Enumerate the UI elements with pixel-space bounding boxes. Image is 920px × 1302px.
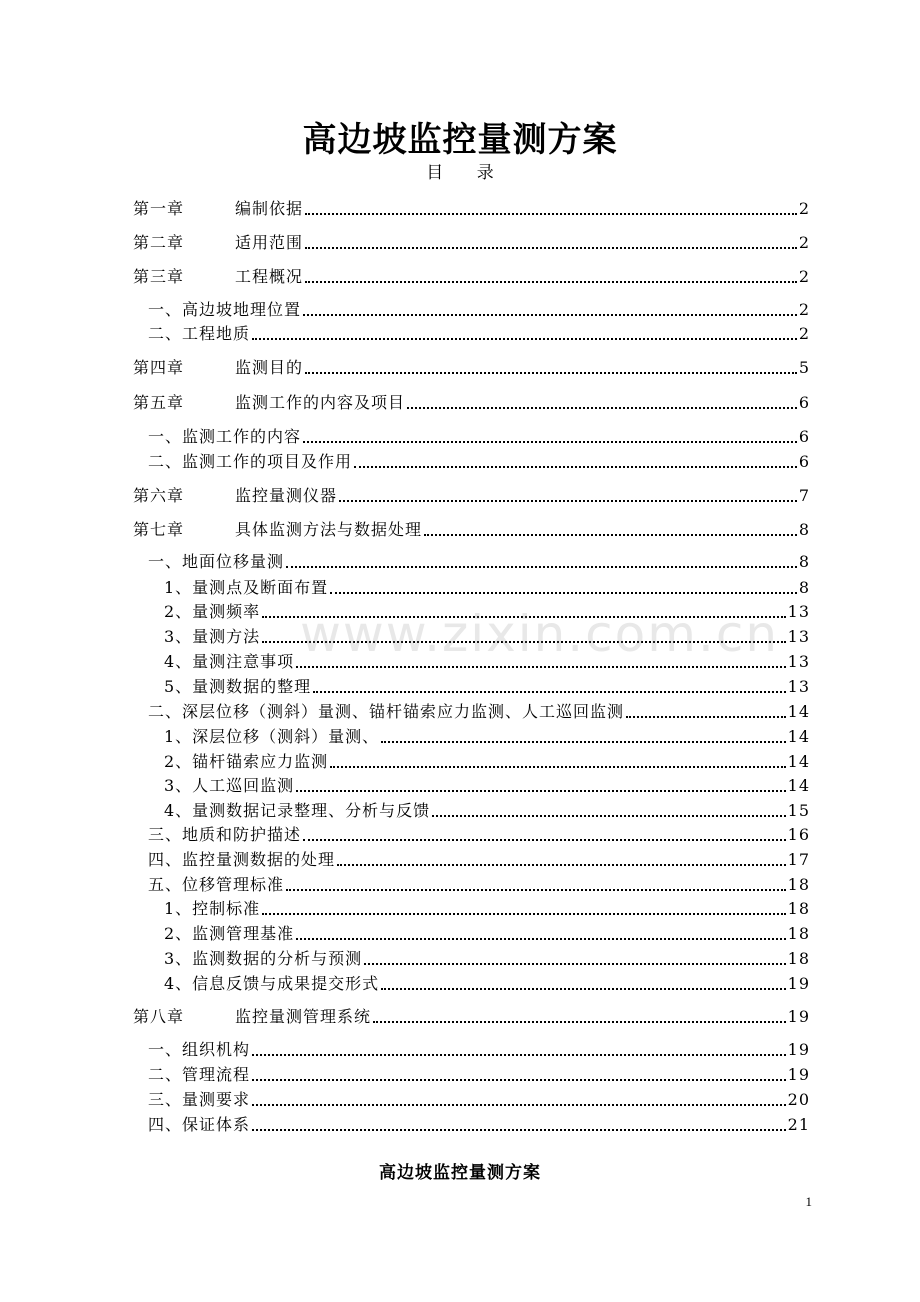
toc-page-number: 19 (787, 1007, 810, 1026)
toc-entry-label: 四、监控量测数据的处理 (148, 850, 336, 869)
toc-entry-label: 三、量测要求 (148, 1090, 251, 1109)
toc-leader-dots (337, 864, 786, 866)
toc-page-number: 18 (787, 899, 810, 918)
toc-leader-dots (305, 281, 797, 283)
toc-heading: 目 录 (426, 163, 508, 183)
toc-entry[interactable] (148, 846, 810, 870)
toc-page-number: 8 (798, 578, 810, 597)
toc-entry[interactable] (148, 320, 810, 344)
toc-entry[interactable] (164, 920, 810, 944)
toc-leader-dots (262, 913, 785, 915)
page-number: 1 (805, 1194, 812, 1209)
toc-leader-dots (286, 566, 797, 568)
toc-entry-label: 4、信息反馈与成果提交形式 (164, 974, 380, 993)
toc-entry-label: 二、工程地质 (148, 324, 251, 343)
toc-leader-dots (424, 534, 797, 536)
toc-entry[interactable] (148, 698, 810, 722)
toc-chapter-number: 第七章 (133, 520, 185, 539)
toc-leader-dots (303, 441, 797, 443)
toc-entry[interactable] (133, 482, 810, 506)
toc-chapter-number: 第四章 (133, 358, 185, 377)
toc-page-number: 19 (787, 1040, 810, 1059)
toc-page-number: 14 (787, 702, 810, 721)
toc-entry[interactable] (164, 970, 810, 994)
toc-leader-dots (305, 247, 797, 249)
toc-leader-dots (330, 766, 785, 768)
toc-entry-label: 工程概况 (235, 267, 304, 286)
toc-leader-dots (381, 988, 785, 990)
toc-leader-dots (313, 691, 785, 693)
toc-entry[interactable] (164, 797, 810, 821)
toc-page-number: 14 (787, 752, 810, 771)
toc-entry[interactable] (148, 423, 810, 447)
toc-entry-label: 监测目的 (235, 358, 304, 377)
toc-page-number: 19 (787, 974, 810, 993)
toc-entry-label: 四、保证体系 (148, 1115, 251, 1134)
document-title: 高边坡监控量测方案 (302, 120, 618, 160)
toc-page-number: 14 (787, 776, 810, 795)
toc-leader-dots (339, 500, 797, 502)
toc-entry-label: 五、位移管理标准 (148, 875, 285, 894)
toc-leader-dots (305, 213, 797, 215)
toc-page-number: 13 (787, 677, 810, 696)
toc-entry[interactable] (148, 448, 810, 472)
toc-entry-label: 适用范围 (235, 233, 304, 252)
toc-entry-label: 监测工作的内容及项目 (235, 393, 406, 412)
toc-entry[interactable] (133, 354, 810, 378)
toc-page-number: 2 (798, 233, 810, 252)
toc-leader-dots (296, 790, 785, 792)
toc-entry-label: 2、监测管理基准 (164, 924, 295, 943)
toc-entry[interactable] (133, 516, 810, 540)
toc-page-number: 7 (798, 486, 810, 505)
toc-entry[interactable] (164, 945, 810, 969)
toc-entry[interactable] (148, 871, 810, 895)
toc-entry[interactable] (148, 1036, 810, 1060)
toc-chapter-number: 第一章 (133, 199, 185, 218)
toc-entry-label: 3、监测数据的分析与预测 (164, 949, 363, 968)
toc-entry-label: 一、监测工作的内容 (148, 427, 302, 446)
toc-page-number: 8 (798, 552, 810, 571)
toc-page-number: 8 (798, 520, 810, 539)
toc-entry[interactable] (133, 229, 810, 253)
toc-page-number: 14 (787, 727, 810, 746)
toc-chapter-number: 第八章 (133, 1007, 185, 1026)
toc-entry-label: 一、高边坡地理位置 (148, 300, 302, 319)
toc-entry-label: 二、管理流程 (148, 1065, 251, 1084)
toc-leader-dots (252, 1054, 786, 1056)
toc-page-number: 6 (798, 393, 810, 412)
toc-page-number: 6 (798, 427, 810, 446)
toc-leader-dots (305, 372, 797, 374)
toc-page-number: 2 (798, 324, 810, 343)
toc-page-number: 13 (787, 652, 810, 671)
toc-entry-label: 二、深层位移（测斜）量测、锚杆锚索应力监测、人工巡回监测 (148, 702, 625, 721)
toc-page-number: 2 (798, 300, 810, 319)
toc-entry-label: 1、控制标准 (164, 899, 261, 918)
toc-leader-dots (373, 1021, 786, 1023)
toc-page-number: 5 (798, 358, 810, 377)
toc-entry[interactable] (148, 1111, 810, 1135)
toc-entry-label: 监控量测管理系统 (235, 1007, 372, 1026)
toc-chapter-number: 第三章 (133, 267, 185, 286)
toc-entry-label: 4、量测数据记录整理、分析与反馈 (164, 801, 431, 820)
toc-entry-label: 具体监测方法与数据处理 (235, 520, 423, 539)
toc-leader-dots (407, 407, 797, 409)
toc-leader-dots (330, 592, 797, 594)
toc-entry[interactable] (133, 389, 810, 413)
toc-leader-dots (252, 1104, 786, 1106)
toc-leader-dots (364, 963, 785, 965)
toc-page-number: 18 (787, 949, 810, 968)
toc-entry-label: 4、量测注意事项 (164, 652, 295, 671)
toc-leader-dots (296, 666, 785, 668)
toc-chapter-number: 第五章 (133, 393, 185, 412)
toc-entry[interactable] (164, 895, 810, 919)
toc-entry-label: 2、锚杆锚索应力监测 (164, 752, 329, 771)
toc-chapter-number: 第二章 (133, 233, 185, 252)
toc-entry-label: 三、地质和防护描述 (148, 825, 302, 844)
toc-entry[interactable] (164, 574, 810, 598)
toc-page-number: 2 (798, 267, 810, 286)
toc-leader-dots (381, 741, 785, 743)
toc-entry[interactable] (133, 1003, 810, 1027)
toc-entry-label: 3、人工巡回监测 (164, 776, 295, 795)
toc-entry-label: 编制依据 (235, 199, 304, 218)
toc-page-number: 17 (787, 850, 810, 869)
toc-entry[interactable] (148, 296, 810, 320)
toc-entry[interactable] (133, 195, 810, 219)
toc-page-number: 6 (798, 452, 810, 471)
toc-leader-dots (432, 815, 785, 817)
toc-entry[interactable] (148, 548, 810, 572)
toc-page-number: 2 (798, 199, 810, 218)
toc-leader-dots (354, 466, 797, 468)
toc-entry-label: 1、量测点及断面布置 (164, 578, 329, 597)
section-title: 高边坡监控量测方案 (379, 1163, 541, 1183)
toc-entry[interactable] (133, 263, 810, 287)
toc-page-number: 20 (787, 1090, 810, 1109)
toc-entry[interactable] (148, 821, 810, 845)
toc-leader-dots (252, 338, 797, 340)
toc-leader-dots (296, 938, 785, 940)
toc-page-number: 21 (787, 1115, 810, 1134)
toc-entry[interactable] (148, 1086, 810, 1110)
toc-entry-label: 二、监测工作的项目及作用 (148, 452, 353, 471)
toc-leader-dots (286, 889, 786, 891)
toc-entry-label: 2、量测频率 (164, 602, 261, 621)
toc-entry[interactable] (164, 723, 810, 747)
toc-page-number: 15 (787, 801, 810, 820)
toc-page-number: 13 (787, 627, 810, 646)
toc-entry-label: 一、地面位移量测 (148, 552, 285, 571)
toc-entry[interactable] (164, 748, 810, 772)
toc-entry[interactable] (148, 1061, 810, 1085)
toc-chapter-number: 第六章 (133, 486, 185, 505)
toc-page-number: 18 (787, 924, 810, 943)
toc-leader-dots (252, 1079, 786, 1081)
toc-entry-label: 3、量测方法 (164, 627, 261, 646)
toc-page-number: 13 (787, 602, 810, 621)
toc-entry[interactable] (164, 772, 810, 796)
toc-page-number: 19 (787, 1065, 810, 1084)
toc-leader-dots (303, 839, 786, 841)
toc-leader-dots (626, 716, 786, 718)
toc-leader-dots (303, 314, 797, 316)
watermark: www.zixin.com.cn (300, 605, 780, 663)
toc-entry-label: 一、组织机构 (148, 1040, 251, 1059)
toc-page-number: 18 (787, 875, 810, 894)
toc-leader-dots (252, 1129, 786, 1131)
toc-page-number: 16 (787, 825, 810, 844)
toc-entry[interactable] (164, 673, 810, 697)
toc-entry-label: 1、深层位移（测斜）量测、 (164, 727, 380, 746)
toc-entry-label: 5、量测数据的整理 (164, 677, 312, 696)
toc-entry-label: 监控量测仪器 (235, 486, 338, 505)
